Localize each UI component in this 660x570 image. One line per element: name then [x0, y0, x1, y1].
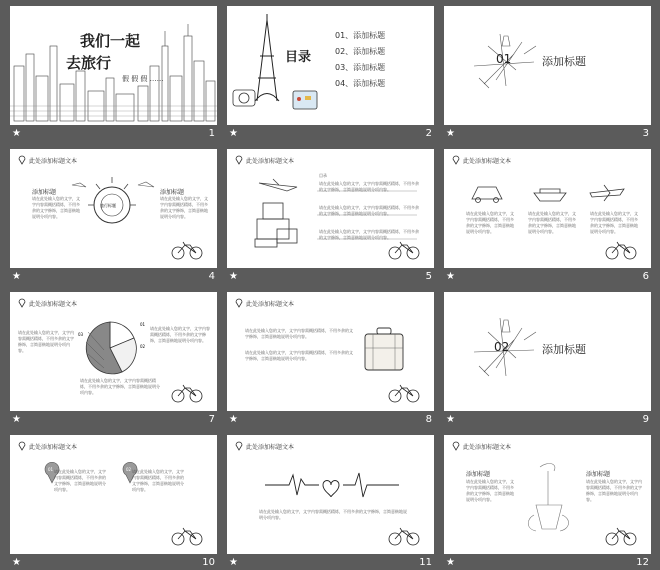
slide-number-7: 7 [208, 414, 215, 425]
left-block-title: 添加标题 [32, 189, 57, 196]
toc-title: 目录 [285, 50, 312, 65]
slide-header: 此处添加标题文本 [18, 155, 77, 165]
right-block-title: 添加标题 [586, 471, 611, 478]
slide-number-5: 5 [425, 271, 432, 282]
slide-header: 此处添加标题文本 [235, 441, 294, 451]
slide-header: 此处添加标题文本 [18, 298, 77, 308]
slide-8-canvas[interactable] [227, 292, 434, 411]
slide-11-canvas[interactable] [227, 435, 434, 554]
slide-thumbnail-9[interactable] [444, 292, 651, 427]
left-block-title: 添加标题 [466, 471, 491, 478]
slide-10-star-icon: ★ [12, 557, 21, 568]
left-text: 请在此处输入您的文字，文字内容需概括精炼，不用多余的文字修饰，言简意赅地说明分项内容。 [18, 330, 74, 353]
toc-list [335, 28, 385, 92]
slide-number-10: 10 [202, 557, 215, 568]
slide-thumbnail-10[interactable] [10, 435, 217, 570]
col-text-1: 请在此处输入您的文字，文字内容需概括精炼，不用多余的文字修饰，言简意赅地说明分项内容。 [466, 211, 514, 234]
slide-number-11: 11 [419, 557, 432, 568]
text-block-2: 请在此处输入您的文字，文字内容需概括精炼，不用多余的文字修饰，言简意赅地说明分项内容。 [132, 469, 184, 492]
bicycle-icon [172, 528, 202, 545]
slide-11-star-icon: ★ [229, 557, 238, 568]
left-block-text: 请在此处输入您的文字，文字内容需概括精炼，不用多余的文字修饰，言简意赅地说明分项内容。 [466, 479, 514, 502]
slide-3-star-icon: ★ [446, 128, 455, 139]
slide-12-star-icon: ★ [446, 557, 455, 568]
slide-number-4: 4 [208, 271, 215, 282]
slide-header: 此处添加标题文本 [452, 441, 511, 451]
slide-4-canvas[interactable] [10, 149, 217, 268]
slide-number-9: 9 [642, 414, 649, 425]
bottom-text: 请在此处输入您的文字，文字内容需概括精炼，不用多余的文字修饰，言简意赅地说明分项内容。 [80, 378, 160, 395]
text-block-1: 请在此处输入您的文字，文字内容需概括精炼，不用多余的文字修饰，言简意赅地说明分项内容。 [319, 181, 419, 192]
eiffel-tower-illustration [227, 6, 434, 125]
ship-icon [534, 189, 566, 201]
text-block-3: 请在此处输入您的文字，文字内容需概括精炼，不用多余的文字修饰，言简意赅地说明分项内容。 [319, 229, 419, 240]
slide-thumbnail-7[interactable] [10, 292, 217, 427]
slide-header: 此处添加标题文本 [18, 441, 77, 451]
slide-thumbnail-2[interactable] [227, 6, 434, 141]
col-text-3: 请在此处输入您的文字，文字内容需概括精炼，不用多余的文字修饰，言简意赅地说明分项内容。 [590, 211, 638, 234]
slide-7-canvas[interactable] [10, 292, 217, 411]
cover-title-line1: 我们一起 [80, 32, 141, 50]
toc-item-2[interactable]: 02、添加标题 [335, 47, 386, 56]
slide-6-canvas[interactable] [444, 149, 651, 268]
slide-thumbnail-3[interactable] [444, 6, 651, 141]
section-number: 02 [494, 340, 510, 354]
heartbeat-line-illustration [227, 435, 434, 554]
slide-9-canvas[interactable] [444, 292, 651, 411]
suitcase-icon [293, 91, 317, 109]
slide-thumbnail-6[interactable] [444, 149, 651, 284]
bicycle-icon [606, 528, 636, 545]
section-number: 01 [496, 52, 512, 66]
car-icon [472, 187, 502, 199]
slide-header: 此处添加标题文本 [235, 155, 294, 165]
cover-title-line2: 去旅行 [66, 54, 112, 72]
slide-6-star-icon: ★ [446, 271, 455, 282]
slide-header: 此处添加标题文本 [452, 155, 511, 165]
slide-number-2: 2 [425, 128, 432, 139]
section-title: 添加标题 [542, 55, 586, 68]
toc-item-1[interactable]: 01、添加标题 [335, 31, 386, 40]
globe-center-label: 旅行标题 [100, 203, 116, 208]
badge-markers [10, 435, 217, 554]
plane-icon [590, 185, 624, 201]
right-block-text: 请在此处输入您的文字，文字内容需概括精炼，不用多余的文字修饰，言简意赅地说明分项内容。 [586, 479, 642, 502]
section-title: 添加标题 [542, 343, 586, 356]
slide-7-star-icon: ★ [12, 414, 21, 425]
bicycle-icon [389, 385, 419, 402]
slide-number-3: 3 [642, 128, 649, 139]
vintage-suitcase-illustration [227, 292, 434, 411]
slide-10-canvas[interactable] [10, 435, 217, 554]
slide-header: 此处添加标题文本 [235, 298, 294, 308]
slide-3-canvas[interactable] [444, 6, 651, 125]
slide-number-8: 8 [425, 414, 432, 425]
slide-5-star-icon: ★ [229, 271, 238, 282]
bicycle-icon [389, 242, 419, 259]
badge-2: 02 [126, 467, 132, 472]
slide-9-star-icon: ★ [446, 414, 455, 425]
slide-number-1: 1 [208, 128, 215, 139]
right-block-title: 添加标题 [160, 189, 185, 196]
text-paragraph-2: 请在此处输入您的文字，文字内容需概括精炼，不用多余的文字修饰，言简意赅地说明分项内容。 [245, 350, 353, 361]
pie-label-3: 03 [78, 332, 84, 337]
bicycle-icon [172, 385, 202, 402]
slide-4-star-icon: ★ [12, 271, 21, 282]
bicycle-icon [606, 242, 636, 259]
bicycle-icon [389, 528, 419, 545]
body-text: 请在此处输入您的文字，文字内容需概括精炼，不用多余的文字修饰，言简意赅地说明分项内容。 [259, 509, 407, 520]
airplane-icon [259, 179, 297, 191]
slide-number-6: 6 [642, 271, 649, 282]
city-skyline-illustration [10, 6, 217, 125]
slide-8-star-icon: ★ [229, 414, 238, 425]
slide-1-canvas[interactable] [10, 6, 217, 125]
left-block-text: 请在此处输入您的文字，文字内容需概括精炼，不用多余的文字修饰，言简意赅地说明分项内容。 [32, 196, 80, 219]
bicycle-icon [172, 242, 202, 259]
toc-item-3[interactable]: 03、添加标题 [335, 63, 386, 72]
pie-label-1: 01 [140, 322, 146, 327]
transport-icons [444, 149, 651, 268]
toc-item-4[interactable]: 04、添加标题 [335, 79, 386, 88]
col-text-2: 请在此处输入您的文字，文字内容需概括精炼，不用多余的文字修饰，言简意赅地说明分项内容。 [528, 211, 576, 234]
slide-number-12: 12 [636, 557, 649, 568]
cover-tag: 假 假 假 …… [122, 75, 164, 83]
slide-thumbnail-5[interactable] [227, 149, 434, 284]
camera-icon [233, 90, 255, 106]
slide-thumbnail-11[interactable] [227, 435, 434, 570]
slide-thumbnail-12[interactable] [444, 435, 651, 570]
slide-thumbnail-1[interactable] [10, 6, 217, 141]
text-paragraph-1: 请在此处输入您的文字，文字内容需概括精炼，不用多余的文字修饰，言简意赅地说明分项内容。 [245, 328, 353, 339]
right-text: 请在此处输入您的文字，文字内容需概括精炼，不用多余的文字修饰，言简意赅地说明分项内容。 [150, 326, 210, 343]
slide-thumbnail-4[interactable] [10, 149, 217, 284]
right-block-text: 请在此处输入您的文字，文字内容需概括精炼，不用多余的文字修饰，言简意赅地说明分项内容。 [160, 196, 208, 219]
list-label: 目录 [319, 173, 327, 178]
slide-thumbnail-8[interactable] [227, 292, 434, 427]
badge-1: 01 [48, 467, 54, 472]
text-block-2: 请在此处输入您的文字，文字内容需概括精炼，不用多余的文字修饰，言简意赅地说明分项内容。 [319, 205, 419, 216]
text-block-1: 请在此处输入您的文字，文字内容需概括精炼，不用多余的文字修饰，言简意赅地说明分项内容。 [54, 469, 106, 492]
slide-5-canvas[interactable] [227, 149, 434, 268]
slide-2-star-icon: ★ [229, 128, 238, 139]
slide-1-star-icon: ★ [12, 128, 21, 139]
slide-12-canvas[interactable] [444, 435, 651, 554]
pie-label-2: 02 [140, 344, 146, 349]
slide-2-canvas[interactable] [227, 6, 434, 125]
